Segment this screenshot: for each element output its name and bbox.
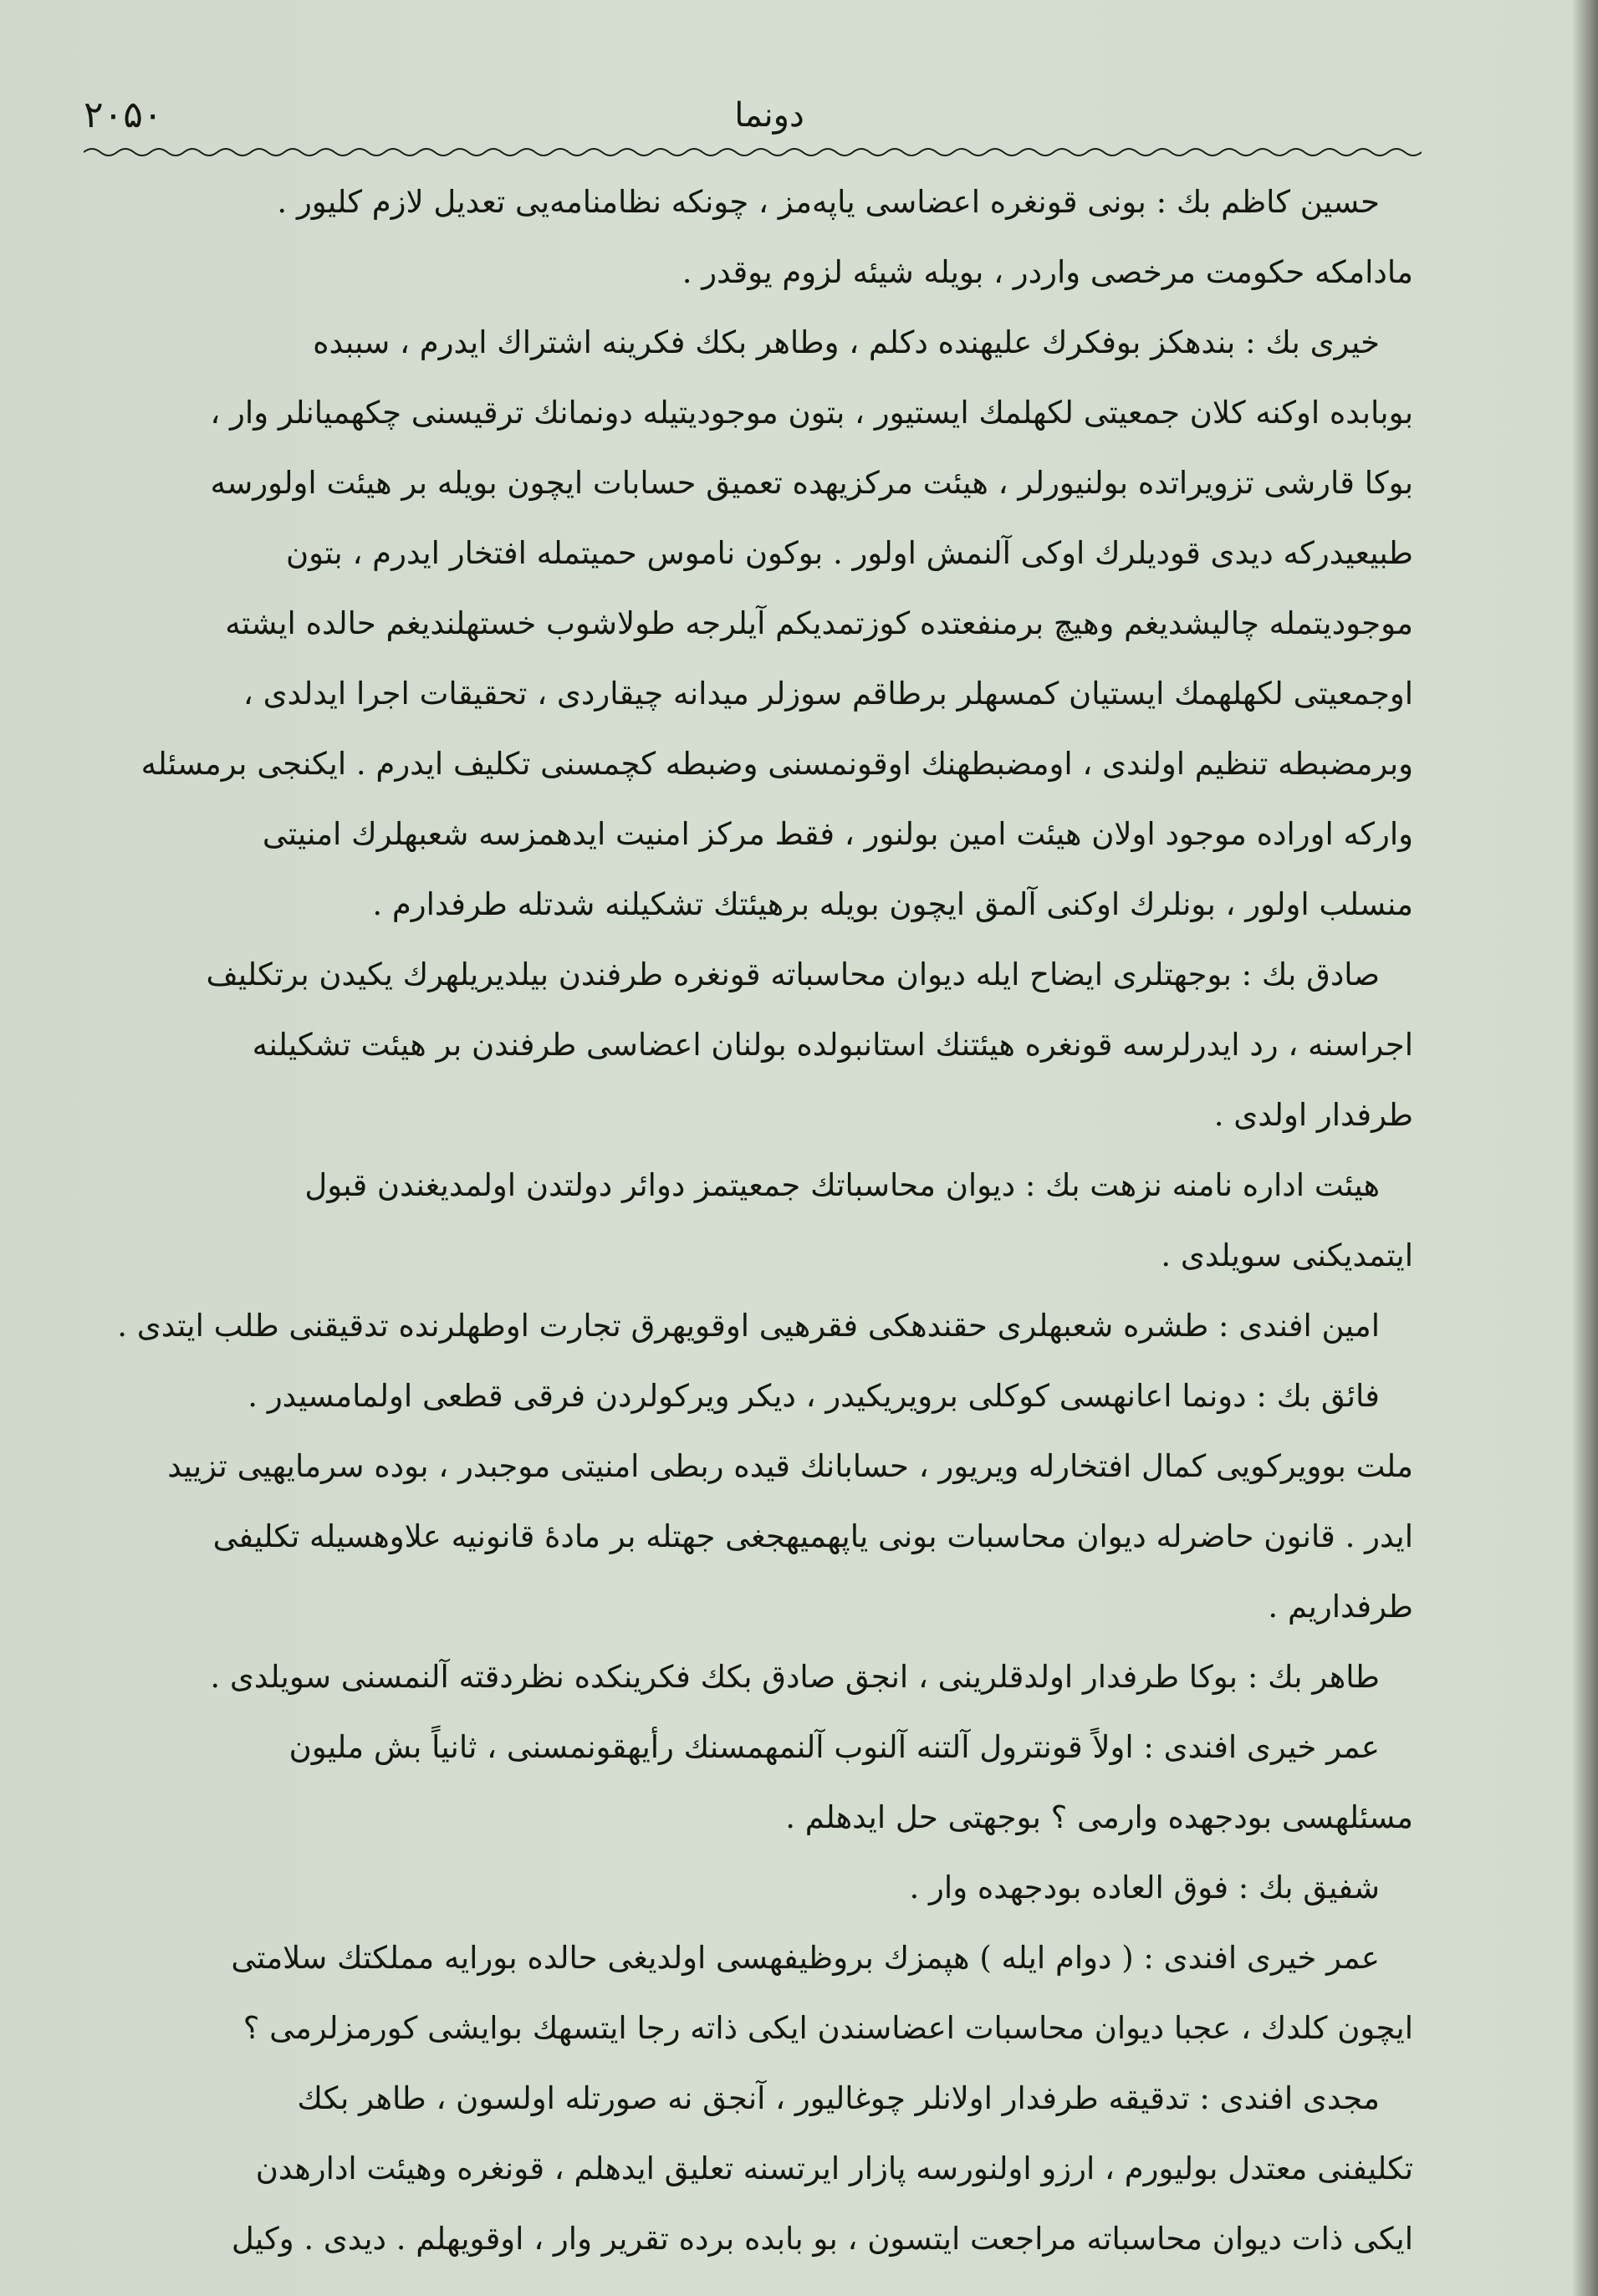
text-line: فائق بك : دونما اعانهسی کوکلی برویریکیدر ، دیکر ویرکولردن فرقی قطعی اولمامسیدر . bbox=[248, 1378, 1380, 1414]
text-line: طبیعیدرکه دیدی قودیلرك اوکی آلنمش اولور . بوکون ناموس حمیتمله افتخار ایدرم ، بتون bbox=[285, 535, 1413, 571]
text-line: ایدر . قانون حاضرله دیوان محاسبات بونی یاپهمیهجغی جهتله بر مادهٔ قانونیه علاوهسیله تکلیفی bbox=[212, 1518, 1413, 1554]
text-line: صادق بك : بوجهتلری ایضاح ایله دیوان محاسباته قونغره طرفندن بیلدیریلهرك یکیدن برتکلیف bbox=[206, 957, 1380, 992]
text-line: حسین کاظم بك : بونی قونغره اعضاسی یاپەمز ، چونکه نظامنامەیی تعدیل لازم کلیور . bbox=[277, 184, 1380, 220]
text-line: مجدی افندی : تدقیقه طرفدار اولانلر چوغالیور ، آنجق نه صورتله اولسون ، طاهر بکك bbox=[297, 2080, 1380, 2116]
text-line: هیئت اداره نامنه نزهت بك : دیوان محاسباتك جمعیتمز دوائر دولتدن اولمدیغندن قبول bbox=[304, 1167, 1380, 1203]
text-line: مسئلهسی بودجهده وارمی ؟ بوجهتی حل ایدهلم . bbox=[785, 1799, 1413, 1835]
text-line: طرفدار اولدی . bbox=[1213, 1097, 1413, 1133]
text-line: ایکی ذات دیوان محاسباته مراجعت ایتسون ، بو بابده برده تقریر وار ، اوقویهلم . دیدی . وکیل bbox=[231, 2221, 1413, 2257]
text-line: تکلیفنی معتدل بولیورم ، ارزو اولنورسه پازار ایرتسنه تعلیق ایدهلم ، قونغره وهیئت ادارهدن bbox=[255, 2151, 1413, 2186]
text-line: اوجمعیتی لکهلهمك ایستیان کمسهلر برطاقم سوزلر میدانه چیقاردی ، تحقیقات اجرا ایدلدی ، bbox=[243, 676, 1413, 712]
text-line: ایتمدیکنی سویلدی . bbox=[1161, 1237, 1413, 1273]
text-line: بوکا قارشی تزویراتده بولنیورلر ، هیئت مرکزیهده تعمیق حسابات ایچون بویله بر هیئت اولورسه bbox=[210, 465, 1413, 501]
text-line: طرفداریم . bbox=[1268, 1589, 1413, 1625]
running-title: دونما bbox=[734, 96, 804, 135]
page-header bbox=[84, 90, 1413, 149]
text-line: ایچون کلدك ، عجبا دیوان محاسبات اعضاسندن ایکی ذاته رجا ایتسهك بوایشی کورمزلرمی ؟ bbox=[243, 2010, 1413, 2046]
text-line: شفیق بك : فوق العاده بودجهده وار . bbox=[909, 1870, 1380, 1906]
text-line: اجراسنه ، رد ایدرلرسه قونغره هیئتنك استانبولده بولنان اعضاسی طرفندن بر هیئت تشکیلنه bbox=[252, 1027, 1413, 1063]
text-line: منسلب اولور ، بونلرك اوکنی آلمق ایچون بویله برهیئتك تشکیلنه شدتله طرفدارم . bbox=[372, 886, 1413, 922]
page-number: ۲۰۵۰ bbox=[84, 94, 163, 136]
page-edge-shadow bbox=[1573, 0, 1598, 2296]
text-line: امین افندی : طشره شعبهلری حقندهکی فقرهیی اوقویهرق تجارت اوطهلرنده تدقیقنی طلب ایتدی . bbox=[117, 1308, 1380, 1344]
text-line: مادامکه حکومت مرخصی واردر ، بویله شیئه لزوم یوقدر . bbox=[682, 254, 1413, 290]
text-line: بوبابده اوکنه کلان جمعیتی لکهلمك ایستیور ، بتون موجودیتیله دونمانك ترقیسنی چکهمیانلر وار ، bbox=[210, 395, 1413, 431]
body-text bbox=[100, 167, 1413, 2274]
text-line: خیری بك : بندهکز بوفکرك علیهنده دکلم ، وطاهر بکك فکرینه اشتراك ایدرم ، سببده bbox=[313, 324, 1380, 360]
text-line: عمر خیری افندی : ( دوام ایله ) هپمزك بروظیفهسی اولدیغی حالده بورایه مملکتك سلامتی bbox=[231, 1940, 1380, 1976]
text-line: وبرمضبطه تنظیم اولندی ، اومضبطهنك اوقونمسنی وضبطه کچمسنی تکلیف ایدرم . ایکنجی برمسئله bbox=[140, 746, 1413, 782]
text-line: موجودیتمله چالیشدیغم وهیچ برمنفعتده کوزتمدیکم آیلرجه طولاشوب خستهلندیغم حالده ایشته bbox=[225, 605, 1413, 641]
wavy-rule bbox=[84, 144, 1422, 161]
text-line: وارکه اوراده موجود اولان هیئت امین بولنور ، فقط مرکز امنیت ایدهمزسه شعبهلرك امنیتی bbox=[262, 816, 1413, 852]
text-line: ملت بوویرکویی کمال افتخارله ویریور ، حسابانك قیده ربطی امنیتی موجبدر ، بوده سرمایهیی تزیید bbox=[167, 1448, 1413, 1484]
text-line: عمر خیری افندی : اولاً قونترول آلتنه آلنوب آلنمهمسنك رأیهقونمسنی ، ثانیاً بش ملیون bbox=[288, 1729, 1380, 1765]
text-line: طاهر بك : بوکا طرفدار اولدقلرینی ، انجق صادق بکك فکرینکده نظردقته آلنمسنی سویلدی . bbox=[210, 1659, 1380, 1695]
